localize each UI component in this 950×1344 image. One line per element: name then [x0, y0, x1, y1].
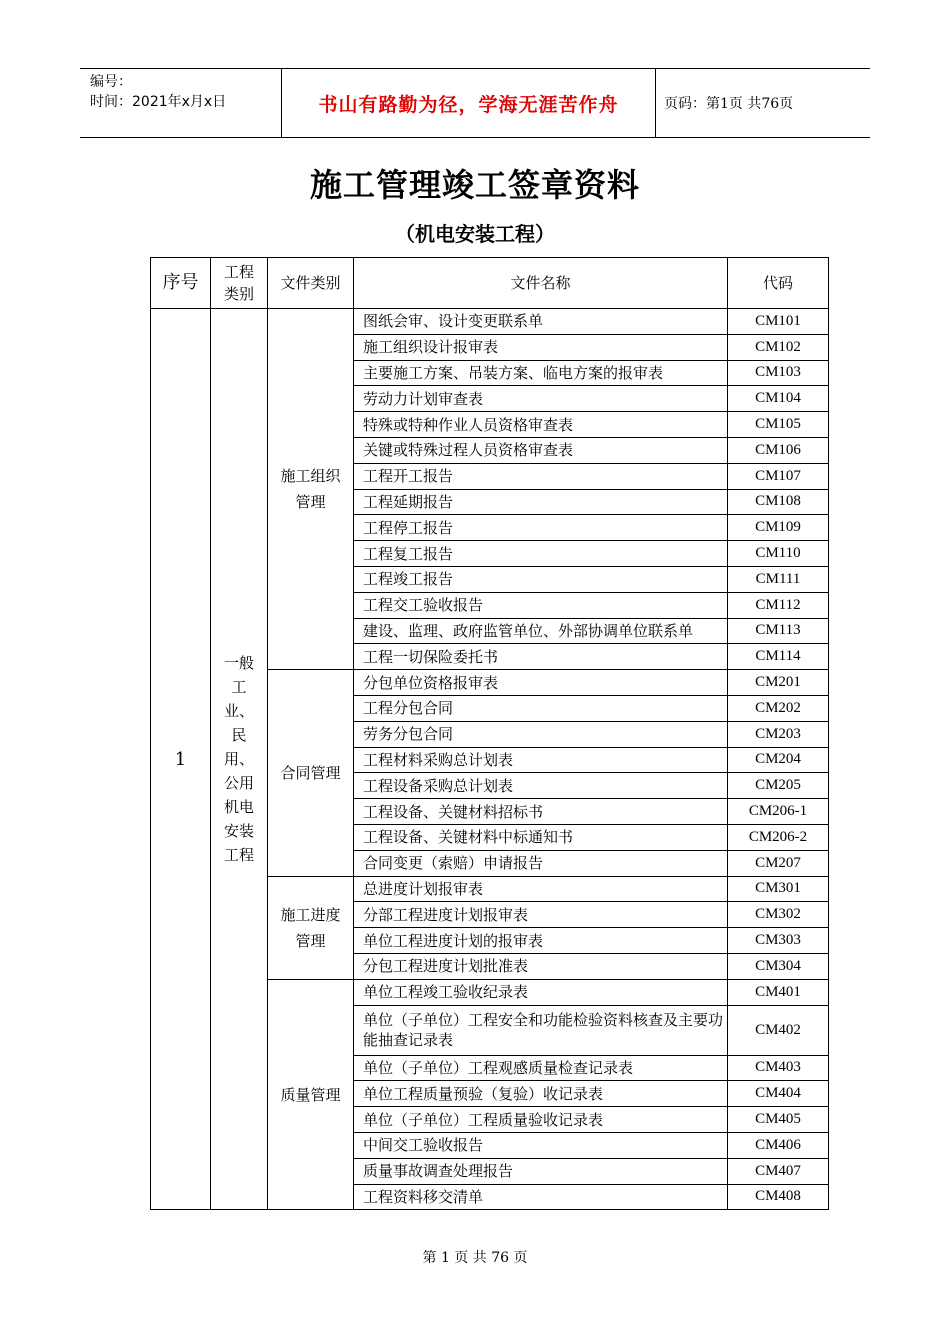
header-file-name: 文件名称	[354, 258, 728, 309]
file-name: 工程延期报告	[354, 489, 728, 515]
file-name: 工程资料移交清单	[354, 1184, 728, 1210]
file-code: CM204	[728, 747, 829, 773]
header-category: 工程类别	[211, 258, 268, 309]
file-name: 分包单位资格报审表	[354, 670, 728, 696]
file-name: 单位（子单位）工程安全和功能检验资料核查及主要功能抽查记录表	[354, 1005, 728, 1055]
document-table	[150, 257, 829, 1210]
file-code: CM401	[728, 979, 829, 1005]
table-header-row	[151, 258, 829, 309]
file-code: CM111	[728, 566, 829, 592]
file-name: 劳动力计划审查表	[354, 386, 728, 412]
header-motto: 书山有路勤为径，学海无涯苦作舟	[281, 69, 656, 137]
file-name: 建设、监理、政府监管单位、外部协调单位联系单	[354, 618, 728, 644]
header-meta	[80, 69, 281, 137]
number-label: 编号：	[90, 74, 132, 90]
file-code: CM302	[728, 902, 829, 928]
file-name: 总进度计划报审表	[354, 876, 728, 902]
file-code: CM203	[728, 721, 829, 747]
file-code: CM303	[728, 928, 829, 954]
file-type-label: 合同管理	[280, 763, 341, 782]
file-code: CM101	[728, 309, 829, 335]
file-code: CM206-2	[728, 824, 829, 850]
file-code: CM112	[728, 592, 829, 618]
page-subtitle: （机电安装工程）	[395, 222, 555, 246]
file-name: 质量事故调查处理报告	[354, 1158, 728, 1184]
file-name: 单位（子单位）工程质量验收记录表	[354, 1107, 728, 1133]
file-type-cell	[268, 309, 354, 670]
file-name: 单位工程竣工验收纪录表	[354, 979, 728, 1005]
file-code: CM402	[728, 1005, 829, 1055]
file-name: 单位工程质量预验（复验）收记录表	[354, 1081, 728, 1107]
file-code: CM103	[728, 360, 829, 386]
file-name: 图纸会审、设计变更联系单	[354, 309, 728, 335]
engineering-category-text: 一般工业、民用、公用机电安装工程	[223, 654, 254, 865]
file-name: 工程设备、关键材料招标书	[354, 799, 728, 825]
file-type-label: 施工进度管理	[280, 905, 341, 950]
file-code: CM403	[728, 1055, 829, 1081]
page-footer: 第 1 页 共 76 页	[422, 1250, 528, 1266]
file-code: CM404	[728, 1081, 829, 1107]
file-name: 主要施工方案、吊装方案、临电方案的报审表	[354, 360, 728, 386]
file-code: CM110	[728, 541, 829, 567]
file-name: 分部工程进度计划报审表	[354, 902, 728, 928]
file-name: 特殊或特种作业人员资格审查表	[354, 412, 728, 438]
file-name: 施工组织设计报审表	[354, 334, 728, 360]
sequence-number: 1	[151, 309, 211, 1210]
file-name: 单位工程进度计划的报审表	[354, 928, 728, 954]
file-code: CM104	[728, 386, 829, 412]
file-code: CM201	[728, 670, 829, 696]
header-seq: 序号	[151, 258, 211, 309]
file-name: 工程设备、关键材料中标通知书	[354, 824, 728, 850]
header-file-type: 文件类别	[268, 258, 354, 309]
time-label: 时间：2021年x月x日	[90, 94, 227, 110]
file-name: 工程开工报告	[354, 463, 728, 489]
file-code: CM108	[728, 489, 829, 515]
file-name: 工程停工报告	[354, 515, 728, 541]
file-code: CM109	[728, 515, 829, 541]
table-row	[151, 309, 829, 335]
file-code: CM406	[728, 1132, 829, 1158]
file-name: 工程材料采购总计划表	[354, 747, 728, 773]
engineering-category	[211, 309, 268, 1210]
file-name: 工程设备采购总计划表	[354, 773, 728, 799]
file-code: CM207	[728, 850, 829, 876]
file-code: CM301	[728, 876, 829, 902]
file-code: CM202	[728, 695, 829, 721]
file-name: 工程竣工报告	[354, 566, 728, 592]
file-code: CM107	[728, 463, 829, 489]
file-code: CM113	[728, 618, 829, 644]
file-type-cell	[268, 670, 354, 876]
file-code: CM407	[728, 1158, 829, 1184]
file-name: 合同变更（索赔）申请报告	[354, 850, 728, 876]
page-title: 施工管理竣工签章资料	[309, 166, 640, 204]
file-code: CM102	[728, 334, 829, 360]
file-name: 工程交工验收报告	[354, 592, 728, 618]
file-name: 关键或特殊过程人员资格审查表	[354, 437, 728, 463]
file-type-label: 质量管理	[280, 1085, 341, 1104]
file-code: CM105	[728, 412, 829, 438]
file-type-cell	[268, 979, 354, 1210]
file-name: 劳务分包合同	[354, 721, 728, 747]
header-page-info: 页码：第1页 共76页	[664, 96, 794, 112]
file-name: 工程分包合同	[354, 695, 728, 721]
file-code: CM114	[728, 644, 829, 670]
file-name: 中间交工验收报告	[354, 1132, 728, 1158]
file-code: CM205	[728, 773, 829, 799]
file-code: CM405	[728, 1107, 829, 1133]
file-code: CM106	[728, 437, 829, 463]
file-type-label: 施工组织管理	[280, 467, 341, 512]
file-name: 单位（子单位）工程观感质量检查记录表	[354, 1055, 728, 1081]
file-name: 工程复工报告	[354, 541, 728, 567]
header-band	[80, 68, 870, 138]
file-code: CM206-1	[728, 799, 829, 825]
file-code: CM408	[728, 1184, 829, 1210]
file-name: 工程一切保险委托书	[354, 644, 728, 670]
file-code: CM304	[728, 953, 829, 979]
header-code: 代码	[728, 258, 829, 309]
file-name: 分包工程进度计划批准表	[354, 953, 728, 979]
file-type-cell	[268, 876, 354, 979]
